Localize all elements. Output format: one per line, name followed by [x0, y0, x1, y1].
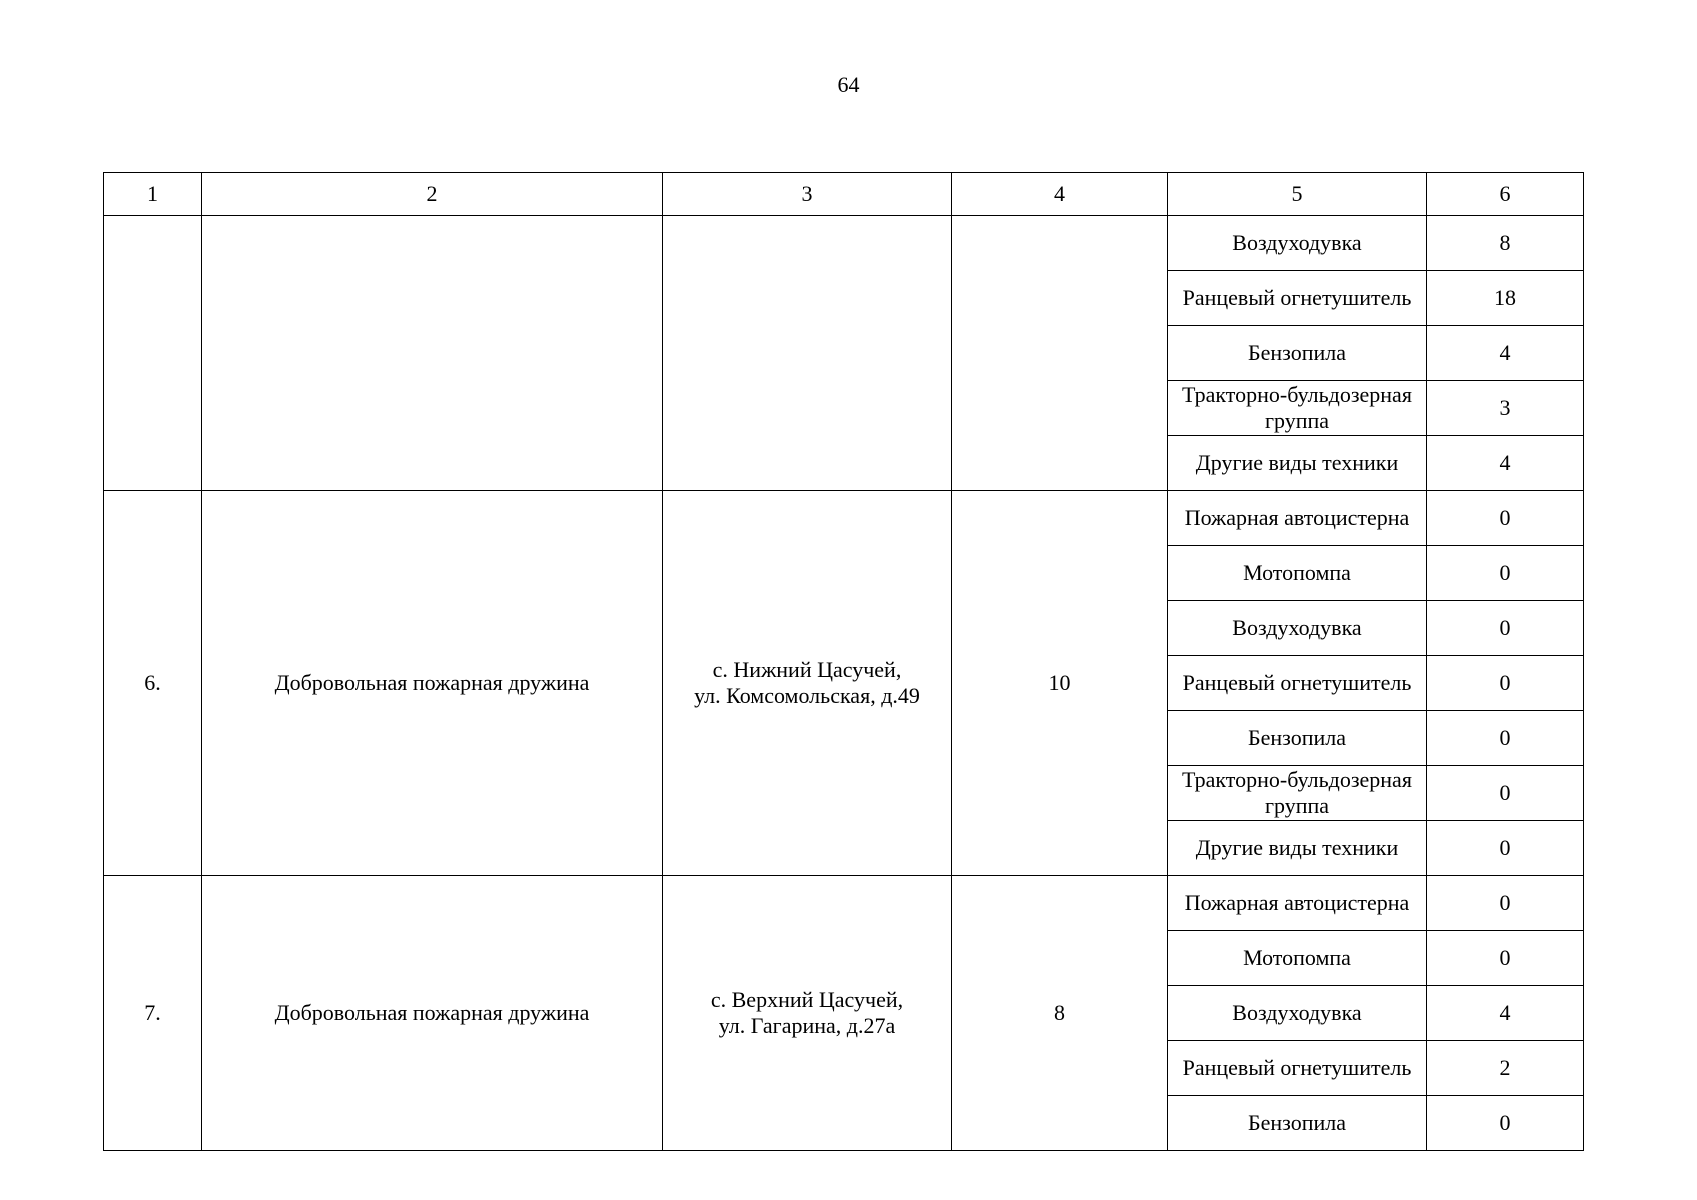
- address-line: ул. Комсомольская, д.49: [694, 683, 920, 708]
- unit-name-cell: Добровольная пожарная дружина: [202, 491, 663, 876]
- column-header: 3: [663, 173, 952, 216]
- address-line: ул. Гагарина, д.27а: [718, 1013, 896, 1038]
- unit-name-cell: Добровольная пожарная дружина: [202, 876, 663, 1151]
- equipment-table: [103, 172, 1584, 1151]
- equipment-type: Мотопомпа: [1168, 931, 1427, 986]
- equipment-type: Воздуходувка: [1168, 216, 1427, 271]
- table-row: [104, 216, 1584, 271]
- column-number-row: [104, 173, 1584, 216]
- address-cell: [663, 876, 952, 1151]
- personnel-cell: 8: [952, 876, 1168, 1151]
- equipment-type: Воздуходувка: [1168, 601, 1427, 656]
- personnel-cell: 10: [952, 491, 1168, 876]
- equipment-count: 0: [1427, 876, 1584, 931]
- equipment-count: 0: [1427, 601, 1584, 656]
- equipment-count: 0: [1427, 766, 1584, 821]
- column-header: 2: [202, 173, 663, 216]
- equipment-count: 0: [1427, 821, 1584, 876]
- page-number: 64: [837, 72, 860, 97]
- equipment-count: 0: [1427, 1096, 1584, 1151]
- equipment-count: 0: [1427, 711, 1584, 766]
- equipment-type: Тракторно-бульдозерная группа: [1168, 766, 1427, 821]
- equipment-type: Ранцевый огнетушитель: [1168, 271, 1427, 326]
- row-number-cell: 6.: [104, 491, 202, 876]
- equipment-type: Пожарная автоцистерна: [1168, 491, 1427, 546]
- equipment-type: Пожарная автоцистерна: [1168, 876, 1427, 931]
- address-line: с. Нижний Цасучей,: [712, 656, 902, 682]
- equipment-count: 2: [1427, 1041, 1584, 1096]
- address-cell: [663, 216, 952, 491]
- equipment-count: 4: [1427, 436, 1584, 491]
- column-header: 5: [1168, 173, 1427, 216]
- equipment-count: 4: [1427, 326, 1584, 381]
- table-row: [104, 876, 1584, 931]
- equipment-type: Бензопила: [1168, 326, 1427, 381]
- equipment-type: Тракторно-бульдозерная группа: [1168, 381, 1427, 436]
- equipment-count: 0: [1427, 931, 1584, 986]
- address-line: с. Верхний Цасучей,: [710, 986, 904, 1012]
- equipment-type: Мотопомпа: [1168, 546, 1427, 601]
- equipment-count: 18: [1427, 271, 1584, 326]
- address-cell: [663, 491, 952, 876]
- equipment-count: 0: [1427, 491, 1584, 546]
- equipment-count: 0: [1427, 546, 1584, 601]
- column-header: 4: [952, 173, 1168, 216]
- equipment-type: Бензопила: [1168, 1096, 1427, 1151]
- equipment-type: Бензопила: [1168, 711, 1427, 766]
- personnel-cell: [952, 216, 1168, 491]
- equipment-type: Другие виды техники: [1168, 821, 1427, 876]
- equipment-type: Ранцевый огнетушитель: [1168, 1041, 1427, 1096]
- equipment-count: 4: [1427, 986, 1584, 1041]
- equipment-type: Другие виды техники: [1168, 436, 1427, 491]
- column-header: 1: [104, 173, 202, 216]
- equipment-type: Ранцевый огнетушитель: [1168, 656, 1427, 711]
- table-row: [104, 491, 1584, 546]
- unit-name-cell: [202, 216, 663, 491]
- row-number-cell: [104, 216, 202, 491]
- equipment-count: 3: [1427, 381, 1584, 436]
- equipment-type: Воздуходувка: [1168, 986, 1427, 1041]
- row-number-cell: 7.: [104, 876, 202, 1151]
- column-header: 6: [1427, 173, 1584, 216]
- equipment-count: 0: [1427, 656, 1584, 711]
- equipment-count: 8: [1427, 216, 1584, 271]
